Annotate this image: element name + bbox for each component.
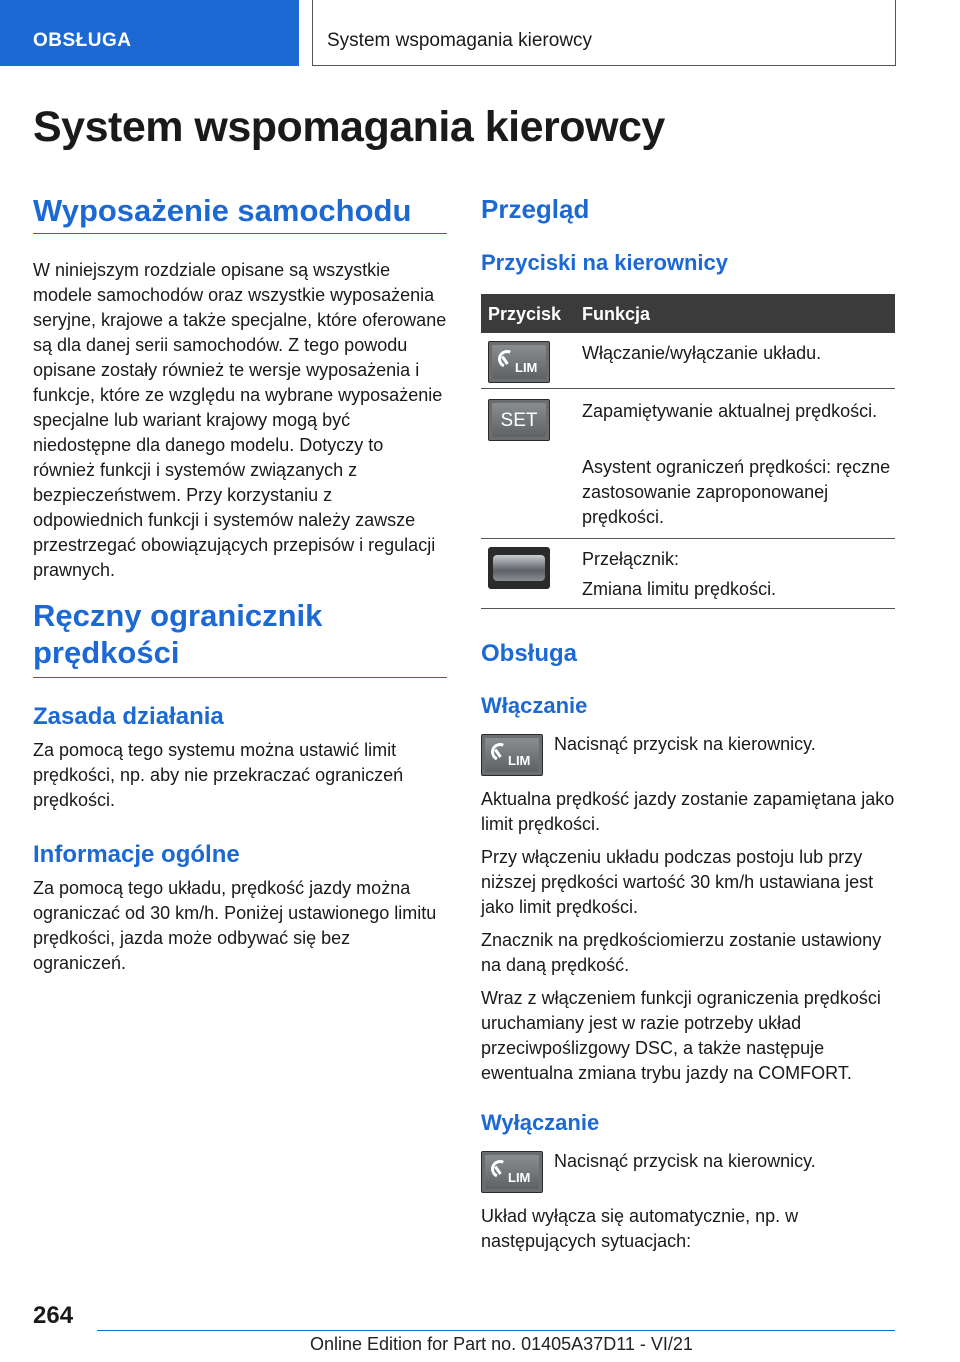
off-instruction: Nacisnąć przycisk na kierownicy. (554, 1151, 816, 1171)
table-row (481, 389, 895, 539)
off-heading: Wyłączanie (481, 1110, 600, 1135)
set-button-icon: SET (488, 399, 550, 441)
lim-button-icon: LIM (488, 341, 550, 383)
equipment-text: W niniejszym rozdziale opisane są wszystkie modele samochodów oraz wszystkie wyposażenia seryjne, krajowe a także specjalne, które oferowane są dla danej serii samochodów. Z tego powodu opisane zostały również te wersje wyposażenia i funkcje, które ze względu na wybrane wyposażenie specjalne lub wariant krajowy mogą być niedostępne dla danego modelu. Dotyczy to również funkcji i systemów związanych z bezpieczeństwem. Przy korzystaniu z odpowiednich funkcji i systemów należy zawsze przestrzegać obowiązujących przepisów i regulacji prawnych. (33, 260, 447, 580)
table-row (481, 539, 895, 609)
footer-edition: Online Edition for Part no. 01405A37D11 - VI/21 (310, 1334, 693, 1354)
lim-button-icon: LIM (481, 1151, 543, 1193)
row-function: Włączanie/wyłączanie układu. (582, 343, 822, 363)
col-function-header: Funkcja (582, 304, 651, 324)
section-tab[interactable]: OBSŁUGA (0, 0, 299, 66)
table-header (481, 294, 895, 333)
footer-divider (97, 1330, 895, 1331)
on-instruction: Nacisnąć przycisk na kierownicy. (554, 734, 816, 754)
buttons-table (481, 294, 895, 609)
row-function: Zmiana limitu prędkości. (582, 579, 777, 599)
page-title: System wspomagania kierowcy (33, 103, 665, 151)
row-function: Przełącznik: (582, 549, 680, 569)
rocker-switch-icon (488, 547, 550, 589)
on-heading: Włączanie (481, 693, 588, 718)
general-heading: Informacje ogólne (33, 841, 240, 868)
page-number: 264 (33, 1302, 74, 1329)
operation-heading: Obsługa (481, 640, 578, 667)
buttons-heading: Przyciski na kierownicy (481, 250, 729, 275)
on-paragraph-4: Wraz z włączeniem funkcji ograniczenia prędkości uruchamiany jest w razie potrzeby układ przeciwpoślizgowy DSC, a także następuje ewentualna zmiana trybu jazdy na COMFORT. (481, 988, 881, 1083)
off-paragraph-1: Układ wyłącza się automatycznie, np. w następujących sytuacjach: (481, 1206, 799, 1251)
limiter-heading: Ręczny ogranicznik prędkości (33, 597, 447, 678)
equipment-heading: Wyposażenie samochodu (33, 192, 447, 234)
principle-text: Za pomocą tego systemu można ustawić limit prędkości, np. aby nie przekraczać ograniczeń prędkości. (33, 740, 404, 810)
row-function: Asystent ograniczeń prędkości: ręczne zastosowanie zaproponowanej prędkości. (582, 457, 891, 527)
on-paragraph-2: Przy włączeniu układu podczas postoju lub przy niższej prędkości wartość 30 km/h ustawiana jest jako limit prędkości. (481, 847, 874, 917)
chapter-title: System wspomagania kierowcy (312, 0, 896, 66)
overview-heading: Przegląd (481, 194, 590, 224)
col-button-header: Przycisk (488, 304, 562, 324)
on-paragraph-1: Aktualna prędkość jazdy zostanie zapamiętana jako limit prędkości. (481, 789, 895, 834)
principle-heading: Zasada działania (33, 703, 224, 730)
row-function: Zapamiętywanie aktualnej prędkości. (582, 401, 878, 421)
general-text: Za pomocą tego układu, prędkość jazdy można ograniczać od 30 km/h. Poniżej ustawionego limitu prędkości, jazda może odbywać się bez ograniczeń. (33, 878, 437, 973)
lim-button-icon: LIM (481, 734, 543, 776)
table-row (481, 333, 895, 389)
on-paragraph-3: Znacznik na prędkościomierzu zostanie ustawiony na daną prędkość. (481, 930, 882, 975)
